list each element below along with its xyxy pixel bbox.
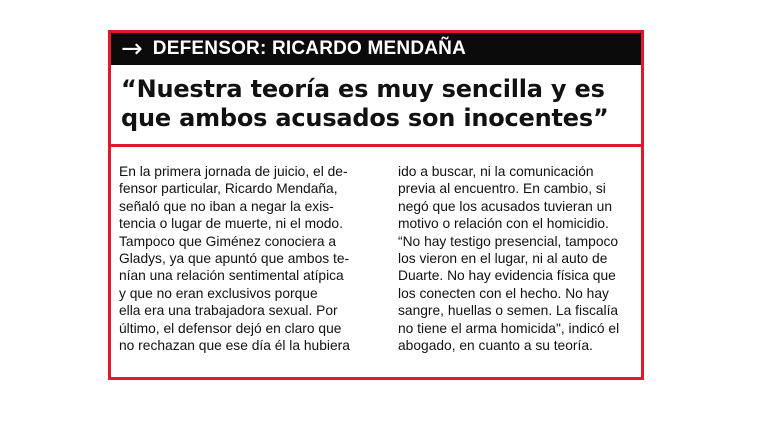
section-label: DEFENSOR: RICARDO MENDAÑA bbox=[152, 38, 467, 59]
section-header bbox=[111, 33, 641, 65]
body-line: y que no eran exclusivos porque bbox=[119, 285, 318, 301]
body-line: los conecten con el hecho. No hay bbox=[398, 285, 609, 301]
body-line: ido a buscar, ni la comunicación bbox=[398, 164, 594, 179]
body-line: Tampoco que Giménez conociera a bbox=[119, 233, 337, 249]
body-line: motivo o relación con el homicidio. bbox=[398, 216, 609, 232]
right-arrow-icon: → bbox=[121, 34, 143, 64]
body-line: previa al encuentro. En cambio, si bbox=[398, 181, 606, 197]
body-line: no rechazan que ese día él la hubiera bbox=[119, 338, 350, 354]
body-line: negó que los acusados tuvieran un bbox=[398, 198, 613, 214]
body-line: último, el defensor dejó en claro que bbox=[119, 320, 342, 336]
body-line: tencia o lugar de muerte, ni el modo. bbox=[119, 216, 343, 232]
body-line: los vieron en el lugar, ni al auto de bbox=[398, 251, 608, 267]
body-line: Gladys, ya que apuntó que ambos te- bbox=[119, 251, 350, 267]
quote-line-1: “Nuestra teoría es muy sencilla y es bbox=[121, 75, 605, 103]
quote-headline bbox=[121, 75, 631, 133]
body-line: “No hay testigo presencial, tampoco bbox=[398, 233, 619, 249]
body-line: Duarte. No hay evidencia física que bbox=[398, 268, 616, 284]
body-line: no tiene el arma homicida", indicó el bbox=[398, 320, 620, 336]
body-column-left bbox=[119, 163, 354, 354]
body-line: fensor particular, Ricardo Mendaña, bbox=[119, 181, 338, 197]
body-column-right bbox=[398, 163, 633, 354]
body-line: abogado, en cuanto a su teoría. bbox=[398, 338, 593, 354]
body-line: sangre, huellas o semen. La fiscalía bbox=[398, 303, 619, 319]
body-line: En la primera jornada de juicio, el de- bbox=[119, 164, 348, 179]
quote-headline-area bbox=[111, 65, 641, 147]
body-line: ella era una trabajadora sexual. Por bbox=[119, 303, 338, 319]
quote-line-2: que ambos acusados son inocentes” bbox=[121, 104, 609, 132]
body-line: señaló que no iban a negar la exis- bbox=[119, 198, 334, 214]
article-sidebar-box bbox=[108, 30, 644, 380]
body-line: nían una relación sentimental atípica bbox=[119, 268, 344, 284]
article-body bbox=[119, 163, 633, 354]
